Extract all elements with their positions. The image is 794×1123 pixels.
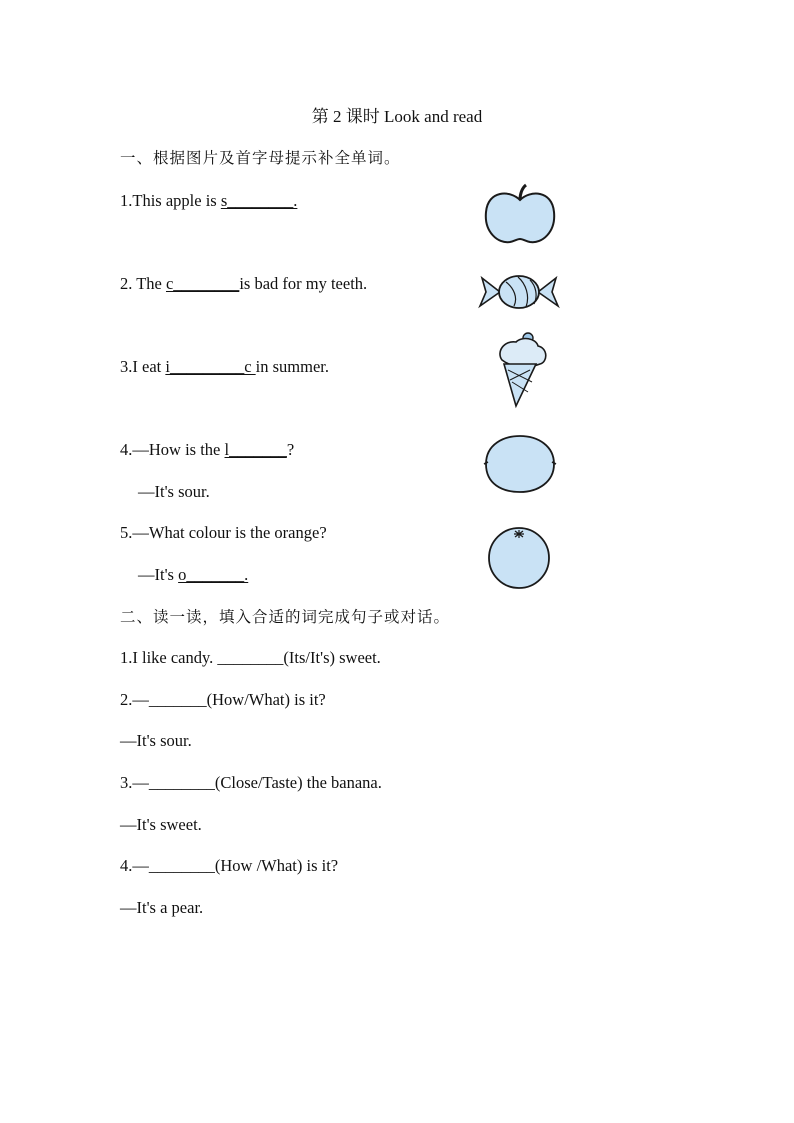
apple-icon [480,182,560,248]
question-2: 2. The c________is bad for my teeth. [120,274,368,293]
question-3: 3.I eat i_________c in summer. [120,357,329,376]
candy-icon [478,266,560,318]
exercise-line: 4.—________(How /What) is it? [120,856,339,875]
answer-blank[interactable]: i_________c [165,357,256,376]
answer-blank[interactable]: o_______. [178,565,249,584]
exercise-line: 1.I like candy. ________(Its/It's) sweet. [120,648,381,667]
answer-blank[interactable]: c________ [165,274,240,293]
answer-blank[interactable]: s________. [220,191,298,210]
lemon-icon [480,432,560,496]
exercise-line: —It's sweet. [120,815,202,834]
exercise-line: 2.—_______(How/What) is it? [120,690,326,709]
question-4-answer: —It's sour. [138,482,210,501]
question-1: 1.This apple is s________. [120,191,298,210]
exercise-line: 3.—________(Close/Taste) the banana. [120,773,382,792]
page-title: 第 2 课时 Look and read [311,107,483,126]
section-1-heading: 一、根据图片及首字母提示补全单词。 [120,149,401,167]
exercise-line: —It's sour. [120,731,192,750]
question-5-answer: —It's o_______. [138,565,249,584]
question-5: 5.—What colour is the orange? [120,523,327,542]
answer-blank[interactable]: l_______ [224,440,287,459]
section-2-heading: 二、读一读，填入合适的词完成句子或对话。 [120,608,451,626]
orange-icon [482,522,556,590]
exercise-line: —It's a pear. [120,898,204,917]
question-4: 4.—How is the l_______? [120,440,295,459]
ice-cream-icon [486,330,556,410]
